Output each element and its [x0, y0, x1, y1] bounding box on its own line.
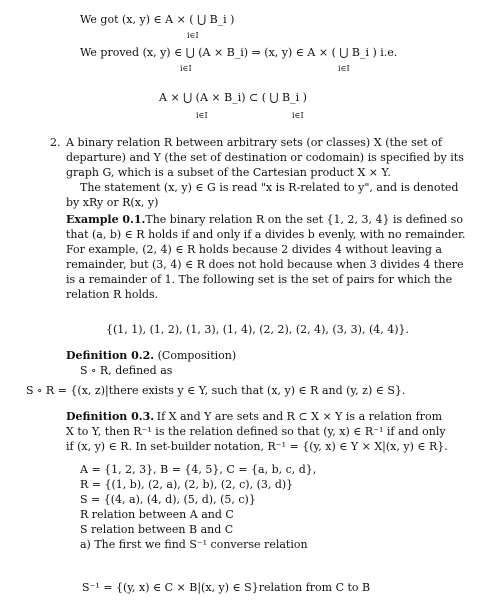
converse-relation-formula: S⁻¹ = {(y, x) ∈ C × B|(x, y) ∈ S}relation from C to B [82, 581, 371, 594]
derivation-line-1 [80, 14, 234, 27]
item2-line-2: departure) and Y (the set of destination or codomain) is specified by its [66, 151, 464, 164]
item-number: 2. [50, 136, 61, 149]
derivation-line-2 [80, 47, 397, 60]
exercise-line-2: R = {(1, b), (2, a), (2, b), (2, c), (3, d)} [80, 478, 294, 491]
item2-line-1: A binary relation R between arbitrary sets (or classes) X (the set of [66, 136, 442, 149]
example-line-4: remainder, but (3, 4) ∈ R does not hold because when 3 divides 4 there [66, 258, 464, 271]
example-first-line [66, 213, 463, 227]
definition-0-3-line-1: If X and Y are sets and R ⊂ X × Y is a relation from [156, 410, 442, 423]
divides-relation-set: {(1, 1), (1, 2), (1, 3), (1, 4), (2, 2), (2, 4), (3, 3), (4, 4)}. [106, 323, 410, 336]
derivation-line-3-subscript-2: i∈I [292, 111, 304, 120]
derivation-line-2-subscript-1: i∈I [180, 64, 192, 73]
definition-0-3-label: Definition 0.3. [66, 410, 155, 423]
derivation-line-3 [159, 92, 307, 105]
definition-0-2-heading [66, 350, 236, 363]
derivation-line-3-text: A × ⋃ (A × B_i) ⊂ ( ⋃ B_i ) [159, 91, 307, 104]
example-line-2: that (a, b) ∈ R holds if and only if a divides b evenly, with no remainder. [66, 228, 466, 241]
definition-0-3-line-3: if (x, y) ∈ R. In set-builder notation, R⁻¹ = {(y, x) ∈ Y × X|(x, y) ∈ R}. [66, 440, 448, 453]
exercise-line-3: S = {(4, a), (4, d), (5, d), (5, c)} [80, 493, 256, 506]
example-label: Example 0.1. [66, 213, 146, 226]
item2-para2-line-2: by xRy or R(x, y) [66, 196, 159, 209]
derivation-line-2-text: We proved (x, y) ∈ ⋃ (A × B_i) ⇒ (x, y) ∈ A × ( ⋃ B_i ) i.e. [80, 46, 398, 59]
exercise-line-4: R relation between A and C [80, 508, 234, 521]
definition-0-3-first-line [66, 411, 442, 424]
definition-0-3-line-2: X to Y, then R⁻¹ is the relation defined so that (y, x) ∈ R⁻¹ if and only [66, 425, 446, 438]
derivation-line-2-subscript-2: i∈I [338, 64, 350, 73]
item2-line-3: graph G, which is a subset of the Cartesian product X × Y. [66, 166, 391, 179]
definition-0-2-title: (Composition) [157, 349, 237, 362]
example-line-3: For example, (2, 4) ∈ R holds because 2 divides 4 without leaving a [66, 243, 442, 256]
definition-0-2-label: Definition 0.2. [66, 349, 155, 362]
example-line-5: is a remainder of 1. The following set is the set of pairs for which the [66, 273, 453, 286]
derivation-line-1-text: We got (x, y) ∈ A × ( ⋃ B_i ) [80, 13, 235, 26]
derivation-line-3-subscript-1: i∈I [196, 111, 208, 120]
example-line-6: relation R holds. [66, 288, 159, 301]
derivation-line-1-subscript: i∈I [187, 31, 199, 40]
composition-formula: S ∘ R = {(x, z)|there exists y ∈ Y, such that (x, y) ∈ R and (y, z) ∈ S}. [26, 384, 406, 397]
definition-0-2-line-1: S ∘ R, defined as [80, 364, 173, 377]
example-line-1: The binary relation R on the set {1, 2, 3, 4} is defined so [145, 213, 463, 226]
exercise-line-5: S relation between B and C [80, 523, 234, 536]
item2-para2-line-1: The statement (x, y) ∈ G is read "x is R-related to y", and is denoted [80, 181, 459, 194]
exercise-line-6: a) The first we find S⁻¹ converse relation [80, 538, 308, 551]
exercise-line-1: A = {1, 2, 3}, B = {4, 5}, C = {a, b, c, d}, [80, 463, 317, 476]
